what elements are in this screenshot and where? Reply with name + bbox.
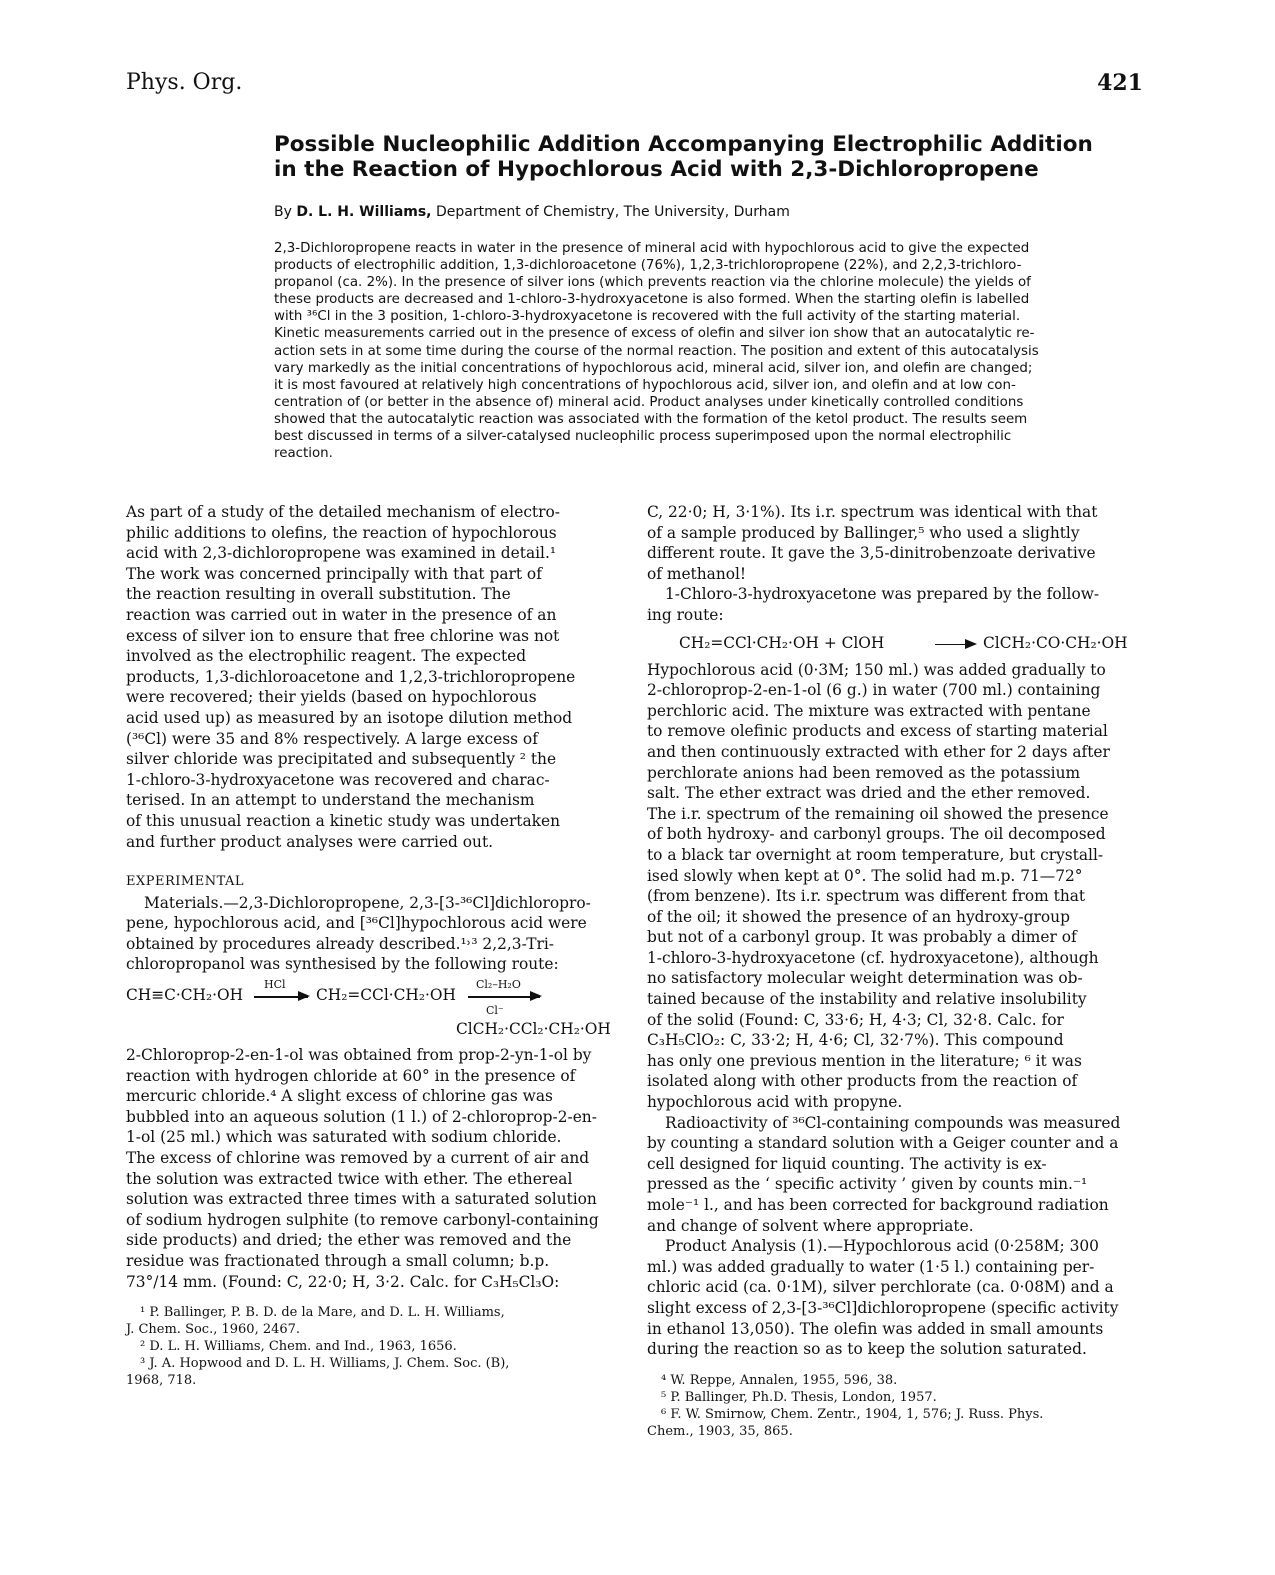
text-line: and change of solvent where appropriate. [647,1216,974,1235]
title-line: Possible Nucleophilic Addition Accompanying Electrophilic Addition [274,132,1093,157]
continued-paragraph [647,502,1143,584]
text-line: isolated along with other products from the reaction of [647,1072,1078,1091]
text-line: 1-chloro-3-hydroxyacetone (cf. hydroxyacetone), although [647,948,1099,967]
reaction-arrow [468,996,540,998]
text-line: of a sample produced by Ballinger,⁵ who used a slightly [647,523,1080,542]
text-line: involved as the electrophilic reagent. The expected [126,647,527,666]
reaction-scheme-trichloropropanol [126,975,622,1045]
text-line: salt. The ether extract was dried and the ether removed. [647,784,1091,803]
page-number: 421 [1097,70,1143,96]
scheme-intermediate: CH₂=CCl·CH₂·OH [316,986,456,1005]
text-line: cell designed for liquid counting. The activity is ex- [647,1154,1047,1173]
footnote-line: ⁴ W. Reppe, Annalen, 1955, 596, 38. [661,1372,898,1388]
text-line: reaction was carried out in water in the presence of an [126,605,557,624]
abstract-line: action sets in at some time during the course of the normal reaction. The position and extent of this autocatalysis [274,343,1039,359]
text-line: by counting a standard solution with a Geiger counter and a [647,1134,1119,1153]
abstract-line: with ³⁶Cl in the 3 position, 1-chloro-3-hydroxyacetone is recovered with the full activity of the starting material. [274,309,1021,325]
affiliation: Department of Chemistry, The University, Durham [431,204,790,220]
text-line: ised slowly when kept at 0°. The solid had m.p. 71—72° [647,866,1083,885]
text-line: and then continuously extracted with ether for 2 days after [647,742,1110,761]
text-line: 2-Chloroprop-2-en-1-ol was obtained from prop-2-yn-1-ol by [126,1046,592,1065]
reaction-scheme-ketol [647,626,1143,660]
scheme-reagent-label: Cl₂–H₂O [476,978,521,992]
scheme-reagent-label: Cl⁻ [486,1004,504,1018]
preparation-paragraph [126,1045,622,1292]
text-line: 1-ol (25 ml.) which was saturated with sodium chloride. [126,1128,562,1147]
text-line: Radioactivity of ³⁶Cl-containing compounds was measured [665,1113,1121,1132]
text-line: Materials.—2,3-Dichloropropene, 2,3-[3-³⁶Cl]dichloropro- [144,893,591,912]
abstract-line: best discussed in terms of a silver-catalysed nucleophilic process superimposed upon the normal electrophilic [274,429,1012,445]
intro-paragraph [126,502,622,852]
ketol-preparation-paragraph [647,660,1143,1113]
abstract-line: showed that the autocatalytic reaction was associated with the formation of the ketol product. The results seem [274,411,1028,427]
footnote-line: ⁵ P. Ballinger, Ph.D. Thesis, London, 1957. [661,1389,937,1405]
materials-paragraph [126,893,622,975]
product-analysis-paragraph [647,1236,1143,1360]
reaction-arrow [935,644,975,646]
abstract-line: reaction. [274,446,333,462]
text-line: tained because of the instability and relative insolubility [647,990,1087,1009]
footnote-line: ² D. L. H. Williams, Chem. and Ind., 1963, 1656. [140,1339,457,1355]
text-line: different route. It gave the 3,5-dinitrobenzoate derivative [647,544,1096,563]
abstract-line: it is most favoured at relatively high concentrations of hypochlorous acid, silver ion, and olefin and at low con- [274,377,1016,393]
scheme-product: ClCH₂·CO·CH₂·OH [983,633,1128,652]
title-line: in the Reaction of Hypochlorous Acid with 2,3-Dichloropropene [274,157,1039,182]
text-line: of both hydroxy- and carbonyl groups. The oil decomposed [647,825,1106,844]
scheme-reagent-label: HCl [264,978,286,992]
abstract-line: 2,3-Dichloropropene reacts in water in the presence of mineral acid with hypochlorous acid to give the expected [274,241,1030,256]
abstract-line: these products are decreased and 1-chloro-3-hydroxyacetone is also formed. When the starting olefin is labelled [274,292,1030,308]
text-line: 73°/14 mm. (Found: C, 22·0; H, 3·2. Calc. for C₃H₅Cl₃O: [126,1272,560,1291]
text-line: chloropropanol was synthesised by the following route: [126,955,559,974]
text-line: acid used up) as measured by an isotope dilution method [126,708,573,727]
right-column [647,502,1143,1440]
text-line: no satisfactory molecular weight determination was ob- [647,969,1083,988]
abstract [274,240,1144,462]
text-line: of the oil; it showed the presence of an hydroxy-group [647,907,1070,926]
text-line: slight excess of 2,3-[3-³⁶Cl]dichloropropene (specific activity [647,1298,1119,1317]
scheme-reactants: CH₂=CCl·CH₂·OH + ClOH [679,633,885,652]
scheme-reactant: CH≡C·CH₂·OH [126,986,244,1005]
text-line: mole⁻¹ l., and has been corrected for background radiation [647,1196,1109,1214]
text-line: the reaction resulting in overall substitution. The [126,585,511,604]
text-line: residue was fractionated through a small column; b.p. [126,1252,550,1270]
text-line: silver chloride was precipitated and subsequently ² the [126,750,557,769]
text-line: of this unusual reaction a kinetic study was undertaken [126,811,561,830]
text-line: of sodium hydrogen sulphite (to remove carbonyl-containing [126,1210,599,1229]
abstract-line: vary markedly as the initial concentrations of hypochlorous acid, mineral acid, silver ion, and olefin are changed; [274,360,1033,376]
text-line: chloric acid (ca. 0·1M), silver perchlorate (ca. 0·08M) and a [647,1278,1114,1297]
text-line: The excess of chlorine was removed by a current of air and [126,1149,590,1168]
ketol-intro-paragraph [647,584,1143,625]
text-line: acid with 2,3-dichloropropene was examined in detail.¹ [126,544,557,563]
text-line: in ethanol 13,050). The olefin was added in small amounts [647,1319,1104,1338]
text-line: pene, hypochlorous acid, and [³⁶Cl]hypochlorous acid were [126,914,587,933]
text-line: perchloric acid. The mixture was extracted with pentane [647,701,1091,720]
text-line: excess of silver ion to ensure that free chlorine was not [126,626,560,645]
text-line: were recovered; their yields (based on hypochlorous [126,688,537,707]
text-line: reaction with hydrogen chloride at 60° in the presence of [126,1066,576,1085]
radioactivity-paragraph [647,1113,1143,1237]
abstract-line: centration of (or better in the absence of) mineral acid. Product analyses under kinetically controlled conditions [274,394,1024,410]
footnote-line: Chem., 1903, 35, 865. [647,1423,793,1439]
footnotes-left [126,1304,622,1389]
text-line: hypochlorous acid with propyne. [647,1093,903,1112]
text-line: and further product analyses were carried out. [126,832,494,851]
scheme-product: ClCH₂·CCl₂·CH₂·OH [456,1020,611,1039]
footnote-line: ⁶ F. W. Smirnow, Chem. Zentr., 1904, 1, 576; J. Russ. Phys. [661,1406,1044,1422]
text-line: 2-chloroprop-2-en-1-ol (6 g.) in water (700 ml.) containing [647,681,1101,700]
article-title [274,132,1144,182]
text-line: The i.r. spectrum of the remaining oil showed the presence [647,804,1109,823]
text-line: to a black tar overnight at room temperature, but crystall- [647,845,1104,864]
text-line: 1-chloro-3-hydroxyacetone was recovered and charac- [126,770,550,789]
footnote-line: J. Chem. Soc., 1960, 2467. [126,1322,301,1338]
footnote-line: ¹ P. Ballinger, P. B. D. de la Mare, and D. L. H. Williams, [140,1305,505,1321]
abstract-line: Kinetic measurements carried out in the presence of excess of olefin and silver ion show that an autocatalytic re- [274,326,1035,342]
text-line: mercuric chloride.⁴ A slight excess of chlorine gas was [126,1087,553,1106]
text-line: during the reaction so as to keep the solution saturated. [647,1340,1087,1359]
text-line: bubbled into an aqueous solution (1 l.) of 2-chloroprop-2-en- [126,1107,597,1126]
text-line: ml.) was added gradually to water (1·5 l.) containing per- [647,1257,1095,1276]
reaction-arrow [254,996,308,998]
text-line: 1-Chloro-3-hydroxyacetone was prepared by the follow- [665,585,1100,604]
text-line: C₃H₅ClO₂: C, 33·2; H, 4·6; Cl, 32·7%). This compound [647,1031,1064,1050]
text-line: obtained by procedures already described.¹˒³ 2,2,3-Tri- [126,934,554,953]
text-line: of methanol! [647,564,747,583]
byline-prefix: By [274,204,297,220]
text-line: As part of a study of the detailed mechanism of electro- [126,503,560,521]
text-line: the solution was extracted twice with ether. The ethereal [126,1169,573,1188]
text-line: pressed as the ‘ specific activity ’ given by counts min.⁻¹ [647,1175,1088,1194]
text-line: Product Analysis (1).—Hypochlorous acid (0·258M; 300 [665,1237,1099,1256]
text-line: C, 22·0; H, 3·1%). Its i.r. spectrum was identical with that [647,503,1098,521]
text-line: philic additions to olefins, the reaction of hypochlorous [126,523,557,542]
text-line: (³⁶Cl) were 35 and 8% respectively. A large excess of [126,729,538,748]
text-line: perchlorate anions had been removed as the potassium [647,763,1081,782]
text-line: to remove olefinic products and excess of starting material [647,722,1108,741]
byline [274,204,790,220]
left-column [126,502,622,1389]
abstract-line: propanol (ca. 2%). In the presence of silver ions (which prevents reaction via the chlorine molecule) the yields of [274,275,1031,291]
section-heading-experimental: EXPERIMENTAL [126,874,245,890]
abstract-line: products of electrophilic addition, 1,3-dichloroacetone (76%), 1,2,3-trichloropropene (22%), and 2,2,3-trichloro- [274,258,1022,274]
text-line: solution was extracted three times with a saturated solution [126,1190,597,1209]
text-line: side products) and dried; the ether was removed and the [126,1231,572,1250]
footnote-line: ³ J. A. Hopwood and D. L. H. Williams, J. Chem. Soc. (B), [140,1356,510,1372]
footnotes-right [647,1372,1143,1440]
text-line: Hypochlorous acid (0·3M; 150 ml.) was added gradually to [647,660,1106,679]
author-name: D. L. H. Williams, [296,204,432,220]
text-line: of the solid (Found: C, 33·6; H, 4·3; Cl, 32·8. Calc. for [647,1010,1064,1029]
running-head-section: Phys. Org. [126,70,243,95]
text-line: but not of a carbonyl group. It was probably a dimer of [647,928,1077,947]
text-line: ing route: [647,605,724,624]
text-line: (from benzene). Its i.r. spectrum was different from that [647,887,1086,906]
footnote-line: 1968, 718. [126,1373,197,1389]
text-line: The work was concerned principally with that part of [126,564,542,583]
text-line: products, 1,3-dichloroacetone and 1,2,3-trichloropropene [126,667,576,686]
text-line: terised. In an attempt to understand the mechanism [126,791,535,810]
text-line: has only one previous mention in the literature; ⁶ it was [647,1051,1082,1070]
